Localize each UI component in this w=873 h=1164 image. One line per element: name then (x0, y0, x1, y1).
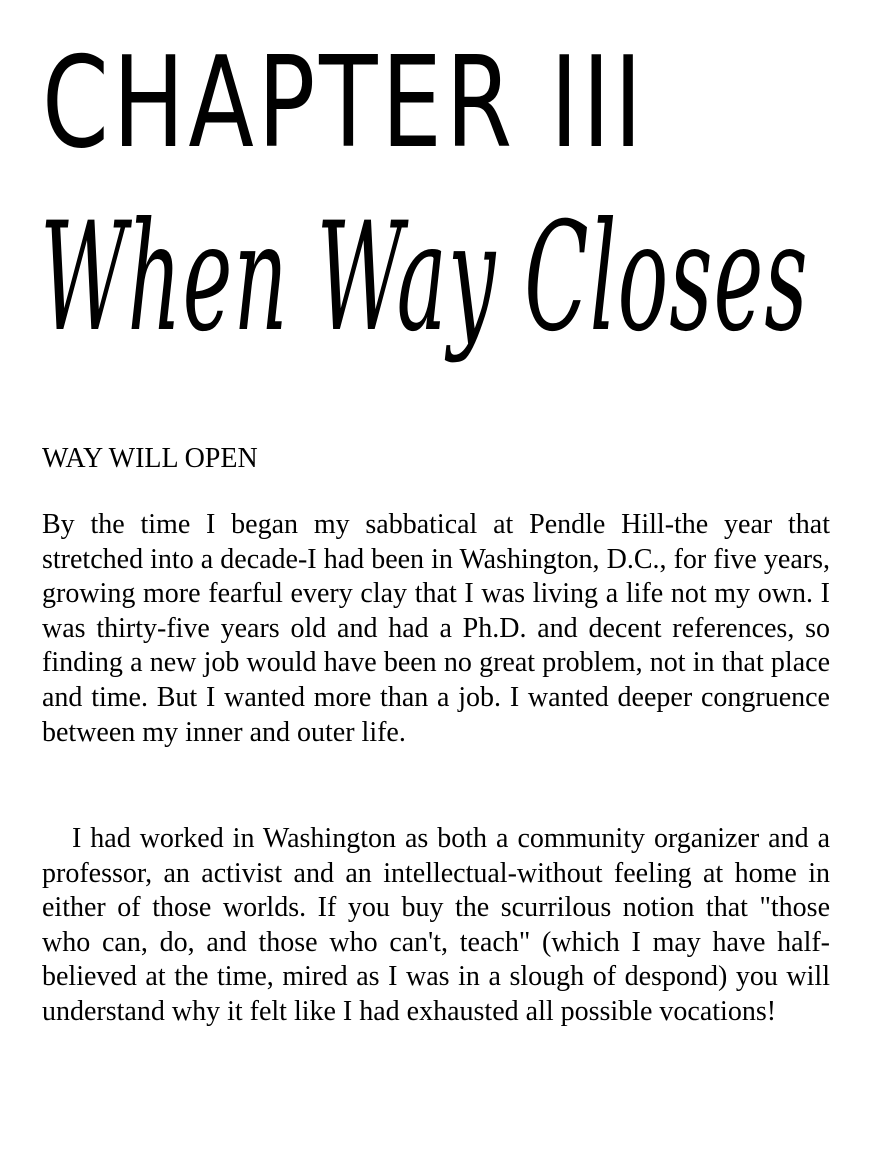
chapter-label-letter: P (257, 29, 316, 176)
chapter-label-letter: I (614, 29, 643, 176)
chapter-label-letter: R (445, 29, 513, 176)
chapter-label-text (42, 29, 643, 176)
chapter-label-letter: I (550, 29, 579, 176)
chapter-title: When Way Closes (40, 191, 809, 365)
chapter-label-letter (516, 38, 546, 168)
chapter-label-letter: T (319, 29, 378, 176)
chapter-label-letter: I (582, 29, 611, 176)
section-heading: WAY WILL OPEN (42, 443, 258, 474)
body-paragraph-1: By the time I began my sabbatical at Pendle Hill-the year that stretched into a decade-I had been in Washington, D.C., for five years, growing more fearful every clay that I was living a life not my own. I was thirty-five years old and had a Ph.D. and decent references, so finding a new job would have been no great problem, not in that place and time. But I wanted more than a job. I wanted deeper congruence between my inner and outer life. (42, 509, 830, 748)
chapter-label-letter: A (188, 29, 254, 176)
chapter-label-letter: E (381, 29, 442, 176)
chapter-label-letter: H (112, 29, 185, 176)
body-paragraph-2: I had worked in Washington as both a community organizer and a professor, an activist and an intellectual-without feeling at home in either of those worlds. If you buy the scurrilous notion that "those who can, do, and those who can't, teach" (which I may have half-believed at the time, mired as I was in a slough of despond) you will understand why it felt like I had exhausted all possible vocations! (42, 823, 830, 1027)
chapter-label (42, 29, 643, 176)
chapter-label-letter: C (42, 29, 109, 176)
